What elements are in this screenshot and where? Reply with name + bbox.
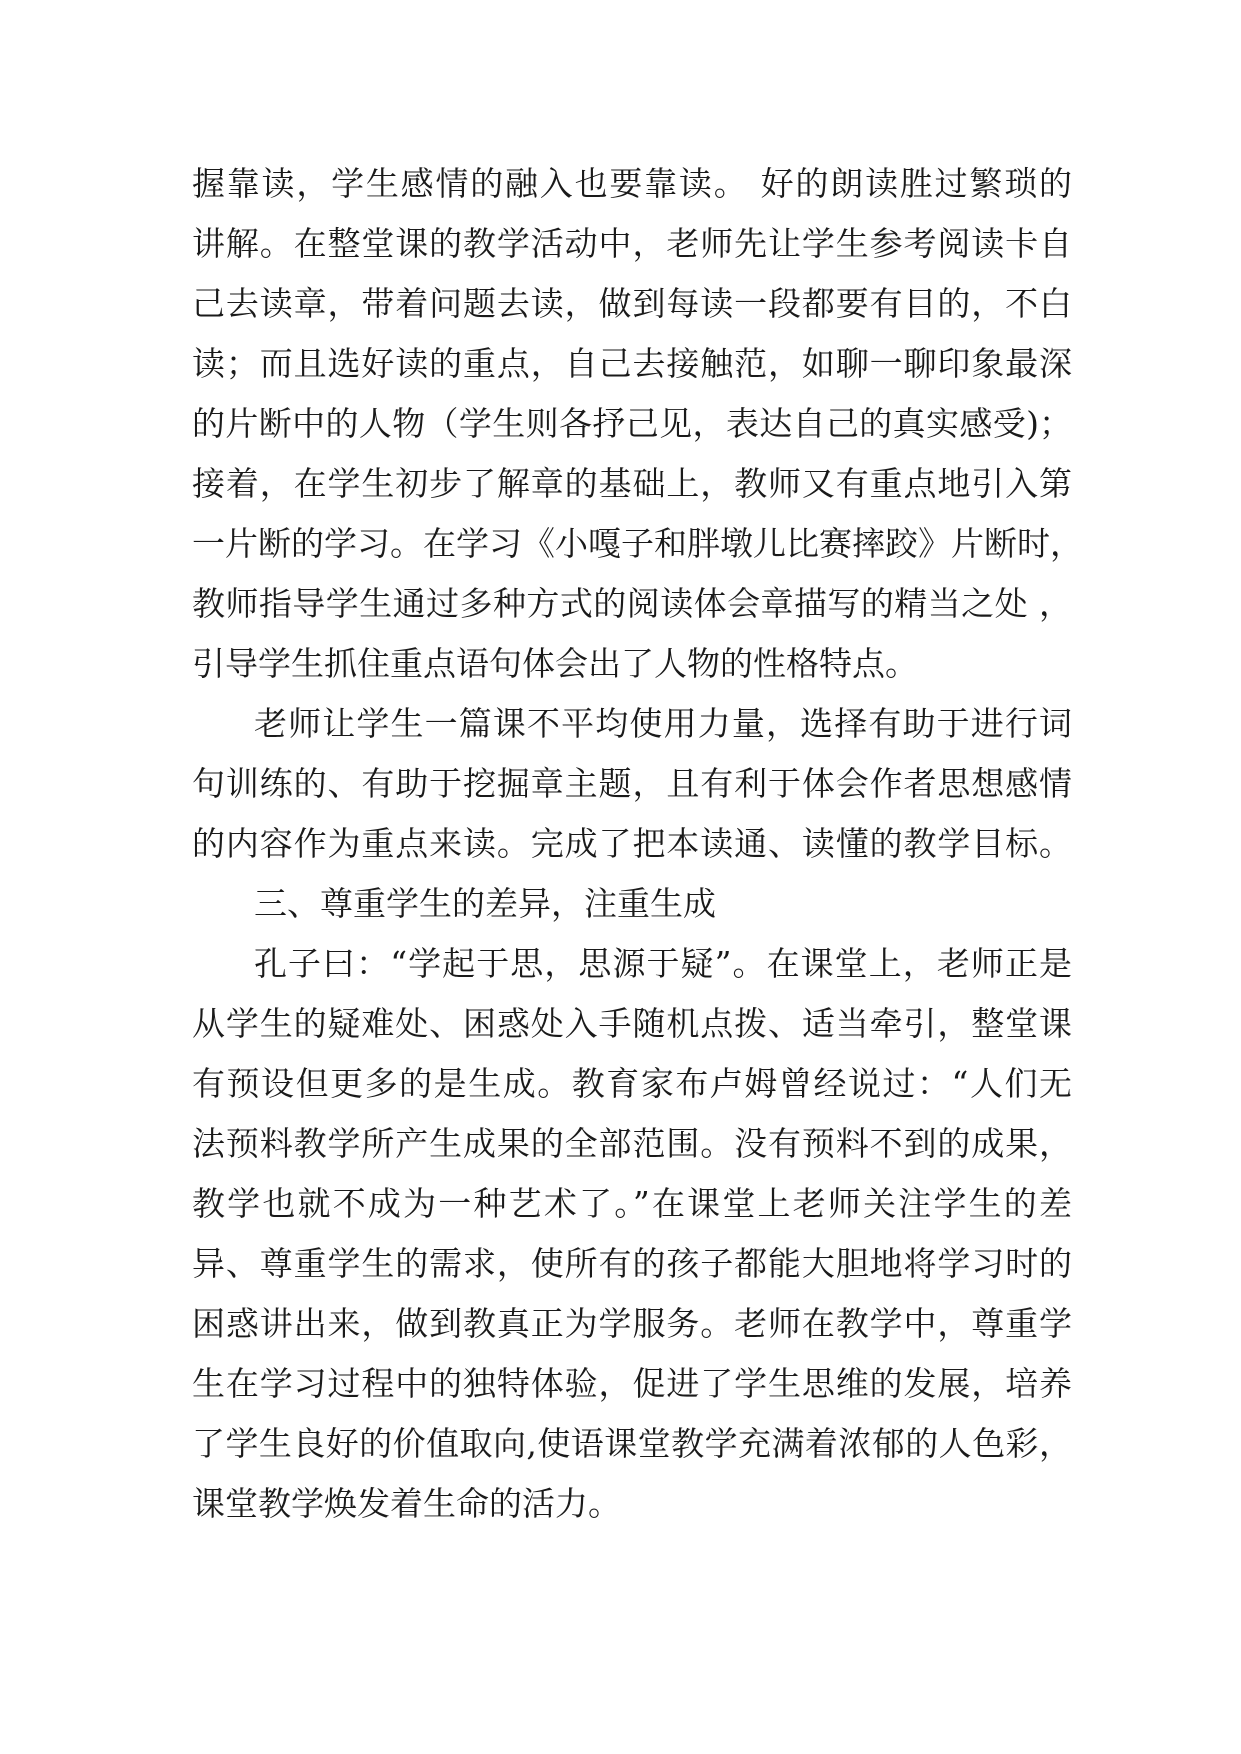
text-line: 异、尊重学生的需求，使所有的孩子都能大胆地将学习时的 <box>192 1244 1072 1283</box>
text-line: 的内容作为重点来读。完成了把本读通、读懂的教学目标。 <box>192 824 1072 863</box>
text-line: 己去读章，带着问题去读，做到每读一段都要有目的，不白 <box>192 284 1072 323</box>
text-line: 握靠读，学生感情的融入也要靠读。 好的朗读胜过繁琐的 <box>192 164 1072 203</box>
text-line: 引导学生抓住重点语句体会出了人物的性格特点。 <box>192 644 918 683</box>
text-line: 教师指导学生通过多种方式的阅读体会章描写的精当之处 ， <box>192 584 1072 623</box>
text-line: 困惑讲出来，做到教真正为学服务。老师在教学中，尊重学 <box>192 1304 1072 1343</box>
text-line: 讲解。在整堂课的教学活动中，老师先让学生参考阅读卡自 <box>192 224 1072 263</box>
text-line: 读；而且选好读的重点，自己去接触范，如聊一聊印象最深 <box>192 344 1072 383</box>
text-line: 有预设但更多的是生成。教育家布卢姆曾经说过：“人们无 <box>192 1064 1072 1103</box>
text-line: 法预料教学所产生成果的全部范围。没有预料不到的成果， <box>192 1124 1072 1163</box>
text-line: 生在学习过程中的独特体验，促进了学生思维的发展，培养 <box>192 1364 1072 1403</box>
section-heading: 三、尊重学生的差异，注重生成 <box>254 884 716 923</box>
text-line: 一片断的学习。在学习《小嘎子和胖墩儿比赛摔跤》片断时， <box>192 524 1083 563</box>
text-line: 课堂教学焕发着生命的活力。 <box>192 1484 621 1523</box>
text-line: 句训练的、有助于挖掘章主题，且有利于体会作者思想感情 <box>192 764 1072 803</box>
text-line: 从学生的疑难处、困惑处入手随机点拨、适当牵引，整堂课 <box>192 1004 1072 1043</box>
text-line: 接着，在学生初步了解章的基础上，教师又有重点地引入第 <box>192 464 1072 503</box>
paragraph-first-line: 孔子曰：“学起于思，思源于疑”。在课堂上，老师正是 <box>254 944 1072 983</box>
text-line: 了学生良好的价值取向,使语课堂教学充满着浓郁的人色彩， <box>192 1424 1072 1463</box>
paragraph-first-line: 老师让学生一篇课不平均使用力量，选择有助于进行词 <box>254 704 1072 743</box>
text-line: 教学也就不成为一种艺术了。”在课堂上老师关注学生的差 <box>192 1184 1072 1223</box>
text-line: 的片断中的人物（学生则各抒己见，表达自己的真实感受)； <box>192 404 1072 443</box>
